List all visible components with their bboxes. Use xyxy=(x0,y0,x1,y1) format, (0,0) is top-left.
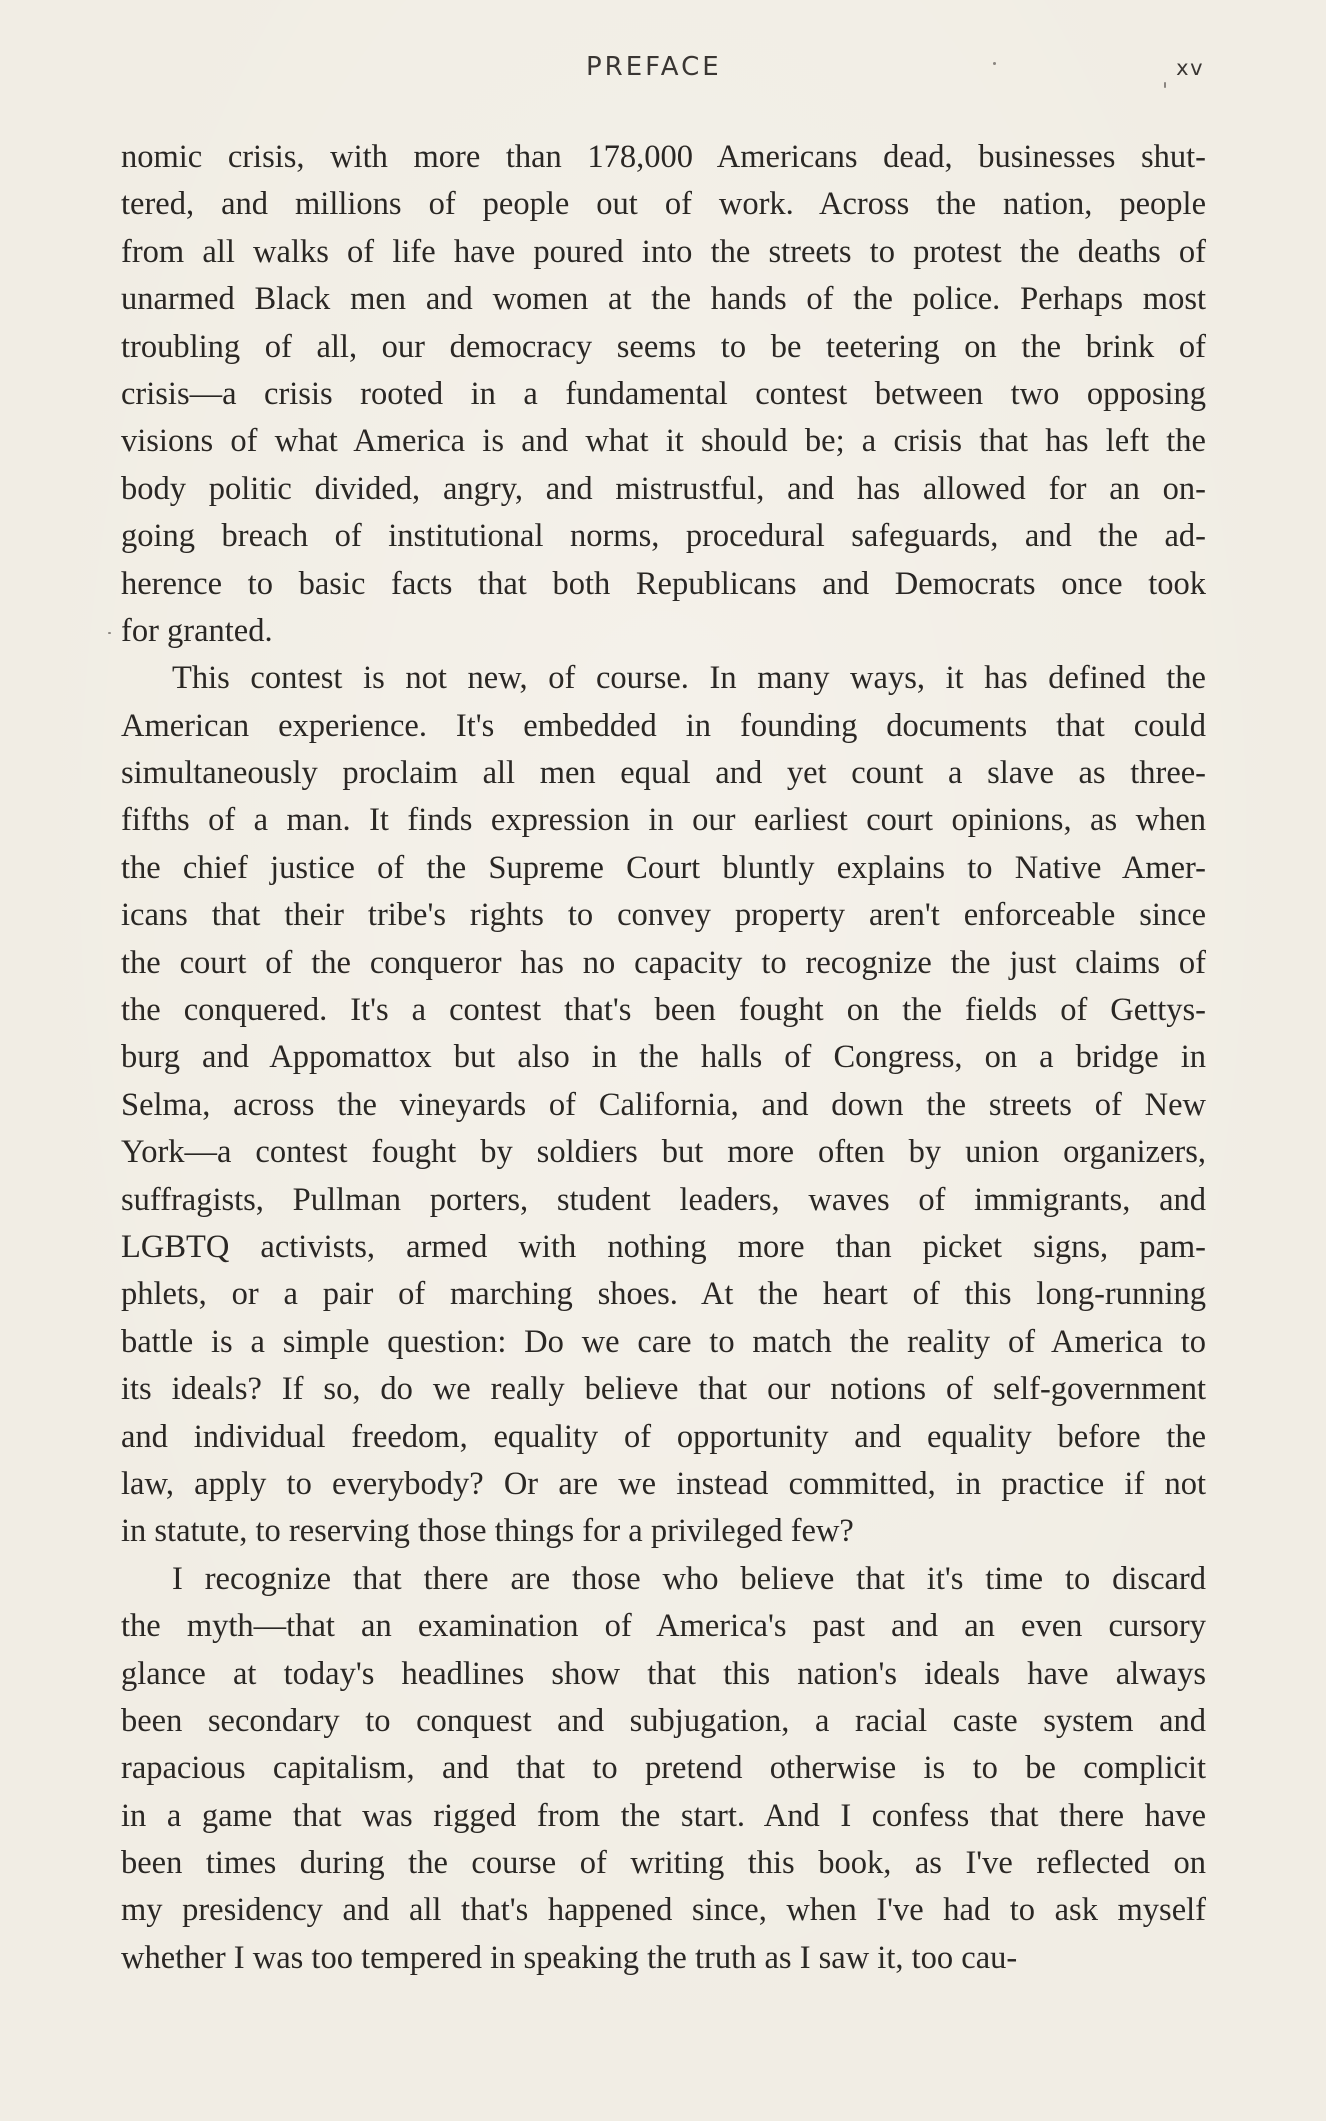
text-line: in statute, to reserving those things for a privileged few? xyxy=(121,1513,854,1550)
text-line: fifths of a man. It finds expression in our earliest court opinions, as when xyxy=(121,802,1206,839)
text-line: from all walks of life have poured into the streets to protest the deaths of xyxy=(121,233,1206,270)
paragraph-3 xyxy=(121,1556,1206,1983)
text-line: crisis—a crisis rooted in a fundamental contest between two opposing xyxy=(121,375,1206,412)
body-text xyxy=(121,134,1206,1982)
paper-speck xyxy=(993,62,996,65)
text-line: rapacious capitalism, and that to pretend otherwise is to be complicit xyxy=(121,1750,1206,1787)
paragraph-1 xyxy=(121,134,1206,655)
text-line: phlets, or a pair of marching shoes. At the heart of this long-running xyxy=(121,1276,1206,1313)
text-line: been secondary to conquest and subjugation, a racial caste system and xyxy=(121,1702,1206,1739)
text-line: burg and Appomattox but also in the halls of Congress, on a bridge in xyxy=(121,1039,1206,1076)
text-line: icans that their tribe's rights to convey property aren't enforceable since xyxy=(121,897,1206,934)
paper-speck xyxy=(108,632,111,634)
text-line: visions of what America is and what it should be; a crisis that has left the xyxy=(121,423,1206,460)
text-line: unarmed Black men and women at the hands of the police. Perhaps most xyxy=(121,281,1206,318)
text-line: body politic divided, angry, and mistrustful, and has allowed for an on- xyxy=(121,470,1206,507)
text-line: and individual freedom, equality of opportunity and equality before the xyxy=(121,1418,1206,1455)
text-line: simultaneously proclaim all men equal and yet count a slave as three- xyxy=(121,755,1206,792)
text-line: I recognize that there are those who believe that it's time to discard xyxy=(172,1560,1206,1597)
text-line: the conquered. It's a contest that's been fought on the fields of Gettys- xyxy=(121,992,1206,1029)
text-line: going breach of institutional norms, procedural safeguards, and the ad- xyxy=(121,518,1206,555)
text-line: the court of the conqueror has no capacity to recognize the just claims of xyxy=(121,944,1206,981)
text-line: whether I was too tempered in speaking the truth as I saw it, too cau- xyxy=(121,1939,1018,1976)
text-line: tered, and millions of people out of work. Across the nation, people xyxy=(121,186,1206,223)
text-line: American experience. It's embedded in founding documents that could xyxy=(121,707,1206,744)
text-line: suffragists, Pullman porters, student leaders, waves of immigrants, and xyxy=(121,1181,1206,1218)
text-line: its ideals? If so, do we really believe that our notions of self-government xyxy=(121,1371,1206,1408)
text-line: troubling of all, our democracy seems to be teetering on the brink of xyxy=(121,328,1206,365)
page-number: xv xyxy=(1176,56,1204,80)
text-line: This contest is not new, of course. In many ways, it has defined the xyxy=(172,660,1206,697)
text-line: nomic crisis, with more than 178,000 Americans dead, businesses shut- xyxy=(121,139,1206,175)
text-line: my presidency and all that's happened since, when I've had to ask myself xyxy=(121,1892,1206,1929)
section-title: PREFACE xyxy=(586,52,722,82)
text-line: been times during the course of writing this book, as I've reflected on xyxy=(121,1845,1206,1882)
text-line: battle is a simple question: Do we care to match the reality of America to xyxy=(121,1323,1206,1360)
text-line: Selma, across the vineyards of California, and down the streets of New xyxy=(121,1086,1206,1123)
text-line: LGBTQ activists, armed with nothing more than picket signs, pam- xyxy=(121,1228,1206,1265)
text-line: in a game that was rigged from the start. And I confess that there have xyxy=(121,1797,1206,1834)
text-line: the chief justice of the Supreme Court bluntly explains to Native Amer- xyxy=(121,849,1206,886)
paper-speck xyxy=(1164,82,1166,88)
text-line: herence to basic facts that both Republicans and Democrats once took xyxy=(121,565,1206,602)
text-line: the myth—that an examination of America's past and an even cursory xyxy=(121,1608,1206,1645)
running-head xyxy=(0,52,1326,92)
text-line: York—a contest fought by soldiers but more often by union organizers, xyxy=(121,1134,1206,1171)
paragraph-2 xyxy=(121,655,1206,1555)
text-line: law, apply to everybody? Or are we instead committed, in practice if not xyxy=(121,1465,1206,1502)
text-line: for granted. xyxy=(121,612,273,649)
text-line: glance at today's headlines show that this nation's ideals have always xyxy=(121,1655,1206,1692)
